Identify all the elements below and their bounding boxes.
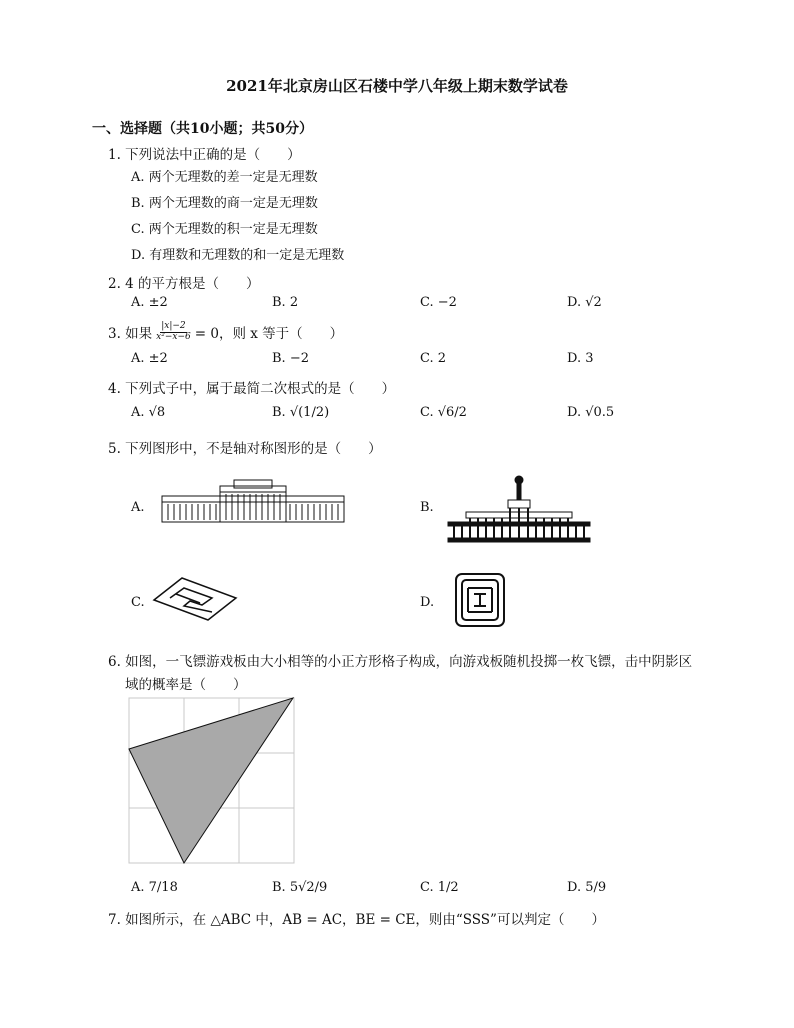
logo-figure-d[interactable] bbox=[452, 570, 508, 630]
question-2-stem: 2. 4 的平方根是（ ） bbox=[108, 276, 260, 292]
q3-fraction-numerator: |x|−2 bbox=[161, 321, 186, 331]
q6-option-d[interactable]: D. 5/9 bbox=[567, 880, 607, 895]
q3-option-c[interactable]: C. 2 bbox=[420, 351, 447, 366]
q1-option-c[interactable]: C. 两个无理数的积一定是无理数 bbox=[131, 222, 318, 237]
question-6-stem-line1: 6. 如图，一飞镖游戏板由大小相等的小正方形格子构成，向游戏板随机投掷一枚飞镖，击中阴影区 bbox=[108, 654, 693, 670]
q5-label-c[interactable]: C. bbox=[131, 595, 145, 610]
q3-option-a[interactable]: A. ±2 bbox=[131, 351, 168, 366]
q3-fraction bbox=[155, 322, 192, 343]
q4-option-c[interactable]: C. √6/2 bbox=[420, 405, 467, 420]
q3-stem-suffix: = 0，则 x 等于（ ） bbox=[194, 326, 344, 343]
q5-label-b[interactable]: B. bbox=[420, 500, 434, 515]
q4-option-d[interactable]: D. √0.5 bbox=[567, 405, 615, 420]
q4-option-a[interactable]: A. √8 bbox=[131, 405, 166, 420]
question-7-stem: 7. 如图所示，在 △ABC 中，AB = AC，BE = CE，则由“SSS”可以判定（ ） bbox=[108, 912, 605, 928]
question-3-stem bbox=[108, 322, 343, 343]
q5-label-d[interactable]: D. bbox=[420, 595, 435, 610]
q3-option-b[interactable]: B. −2 bbox=[272, 351, 309, 366]
q3-fraction-denominator: x²−x−6 bbox=[156, 331, 191, 342]
q3-option-d[interactable]: D. 3 bbox=[567, 351, 594, 366]
question-4-stem: 4. 下列式子中，属于最简二次根式的是（ ） bbox=[108, 381, 396, 397]
question-5-stem: 5. 下列图形中，不是轴对称图形的是（ ） bbox=[108, 441, 382, 457]
question-1-stem: 1. 下列说法中正确的是（ ） bbox=[108, 147, 301, 163]
q1-option-a[interactable]: A. 两个无理数的差一定是无理数 bbox=[131, 170, 318, 185]
q4-option-b[interactable]: B. √(1/2) bbox=[272, 405, 330, 420]
question-6-stem-line2: 域的概率是（ ） bbox=[125, 677, 247, 693]
building-figure-a[interactable] bbox=[160, 478, 346, 524]
q2-option-b[interactable]: B. 2 bbox=[272, 295, 299, 310]
q2-option-a[interactable]: A. ±2 bbox=[131, 295, 168, 310]
q2-option-d[interactable]: D. √2 bbox=[567, 295, 602, 310]
q6-option-c[interactable]: C. 1/2 bbox=[420, 880, 459, 895]
q6-option-b[interactable]: B. 5√2/9 bbox=[272, 880, 328, 895]
building-figure-b[interactable] bbox=[446, 472, 592, 544]
shaded-triangle bbox=[129, 698, 293, 863]
page-title: 2021年北京房山区石楼中学八年级上期末数学试卷 bbox=[226, 77, 568, 95]
logo-figure-c[interactable] bbox=[152, 574, 238, 624]
q6-option-a[interactable]: A. 7/18 bbox=[131, 880, 178, 895]
q5-label-a[interactable]: A. bbox=[131, 500, 145, 515]
q1-option-b[interactable]: B. 两个无理数的商一定是无理数 bbox=[131, 196, 318, 211]
section-heading: 一、选择题（共10小题；共50分） bbox=[92, 121, 313, 137]
q1-option-d[interactable]: D. 有理数和无理数的和一定是无理数 bbox=[131, 248, 345, 263]
q3-stem-prefix: 3. 如果 bbox=[108, 326, 153, 343]
dartboard-grid-figure bbox=[128, 697, 296, 865]
q2-option-c[interactable]: C. −2 bbox=[420, 295, 457, 310]
